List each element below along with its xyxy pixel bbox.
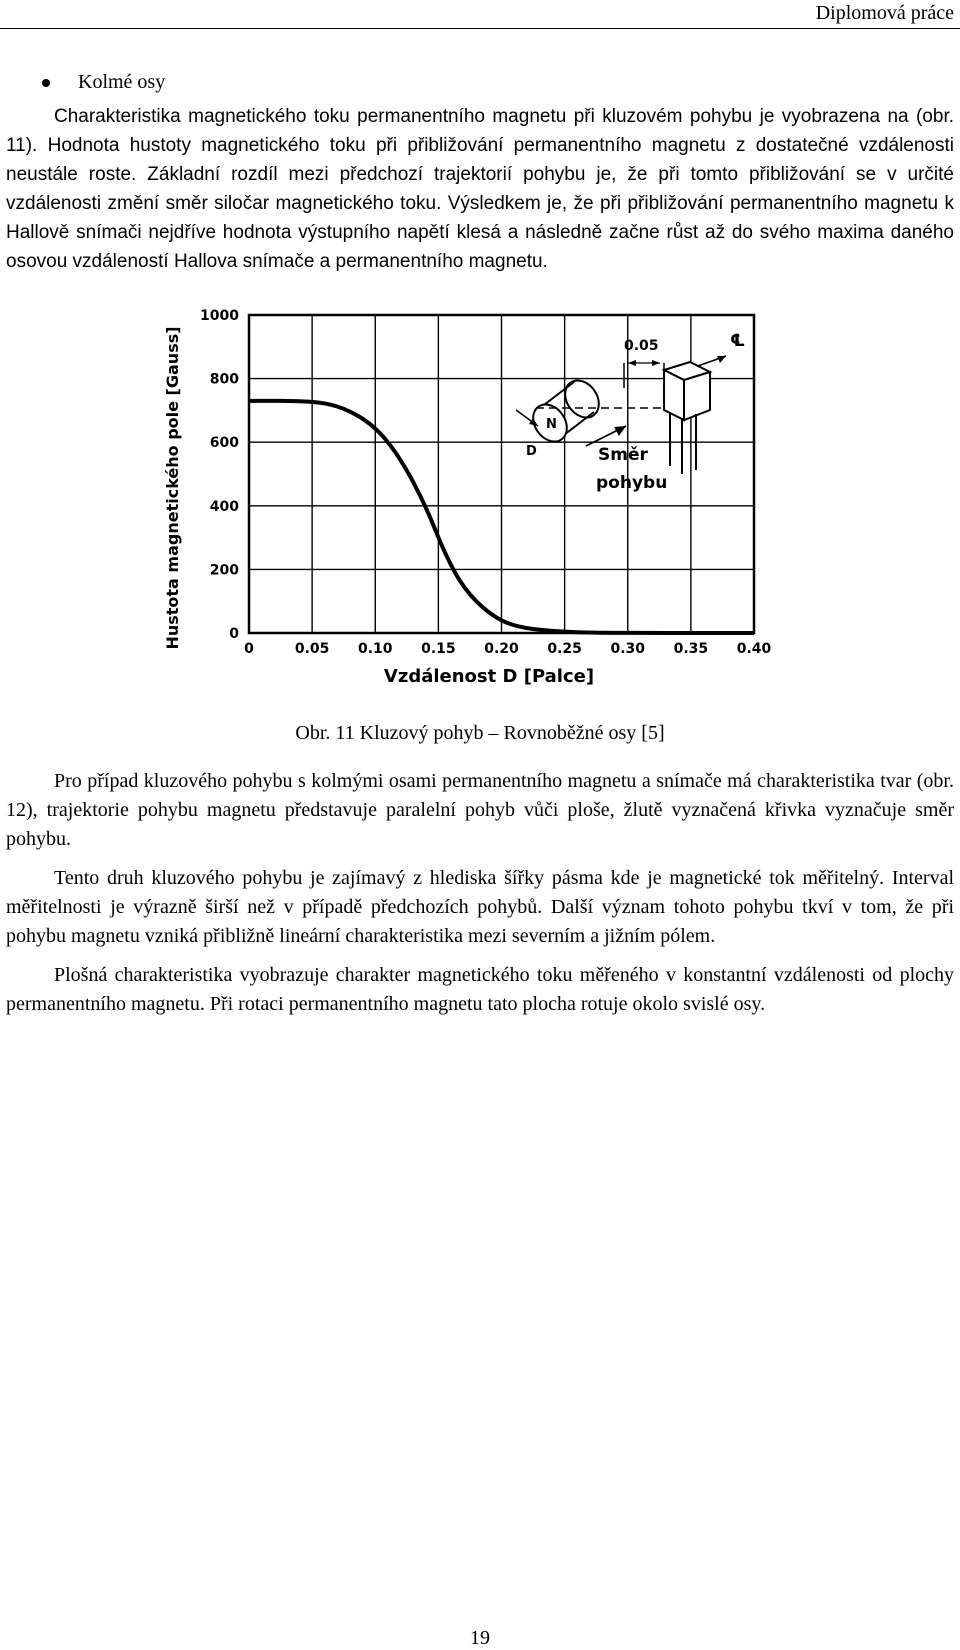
y-tick-label: 400 xyxy=(209,498,239,515)
distance-label: D xyxy=(526,444,537,459)
bullet-text: Kolmé osy xyxy=(78,71,166,93)
x-tick-label: 0.25 xyxy=(547,641,582,657)
page-content xyxy=(6,68,954,1019)
y-tick-label: 600 xyxy=(209,435,239,452)
x-tick-label: 0.30 xyxy=(610,641,646,657)
paragraph-2: Pro případ kluzového pohybu s kolmými osami permanentního magnetu a snímače má charakteristika tvar (obr. 12), trajektorie pohybu magnetu představuje paralelní pohyb vůči ploše, žlutě vyznačená křivka vyznačuje směr pohybu. xyxy=(6,770,954,850)
direction-label-line2: pohybu xyxy=(596,473,668,493)
magnet-icon xyxy=(526,374,606,448)
header-title: Diplomová práce xyxy=(815,2,954,24)
magnetic-flux-chart xyxy=(156,298,816,718)
y-tick-label: 1000 xyxy=(200,308,239,324)
bullet-item xyxy=(6,68,954,96)
x-tick-label: 0 xyxy=(244,641,254,657)
x-axis-title: Vzdálenost D [Palce] xyxy=(383,666,595,687)
hall-sensor-icon xyxy=(664,362,710,474)
direction-label-line1: Směr xyxy=(598,445,648,465)
x-tick-label: 0.05 xyxy=(294,641,330,657)
x-tick-label: 0.10 xyxy=(357,641,393,657)
x-tick-label: 0.20 xyxy=(484,641,519,657)
centerline-label: ℄ xyxy=(730,331,746,351)
paragraph-4: Plošná charakteristika vyobrazuje charakter magnetického toku měřeného v konstantní vzdálenosti od plochy permanentního magnetu. Při rotaci permanentního magnetu tato plocha rotuje okolo svislé osy. xyxy=(6,964,954,1015)
gap-label: 0.05 xyxy=(624,338,659,354)
figure-caption: Obr. 11 Kluzový pohyb – Rovnoběžné osy [5] xyxy=(295,722,665,744)
y-axis-title: Hustota magnetického pole [Gauss] xyxy=(163,326,182,650)
figure-11 xyxy=(156,298,816,718)
page-header xyxy=(0,0,960,29)
paragraph-3: Tento druh kluzového pohybu je zajímavý z hlediska šířky pásma kde je magnetické tok měřitelný. Interval měřitelnosti je výrazně širší než v případě předchozích pohybů. Další význam tohoto pohybu tkví v tom, že při pohybu magnetu vzniká přibližně lineární charakteristika mezi severním a jižním pólem. xyxy=(6,867,954,947)
y-tick-label: 0 xyxy=(229,626,239,642)
x-tick-label: 0.35 xyxy=(673,641,709,657)
y-tick-label: 800 xyxy=(209,371,239,388)
x-tick-label: 0.15 xyxy=(421,641,456,657)
pole-label: N xyxy=(546,417,557,432)
page-number: 19 xyxy=(470,1627,490,1649)
bullet-dot-icon xyxy=(42,79,50,87)
paragraph-1: Charakteristika magnetického toku permanentního magnetu při kluzovém pohybu je vyobrazena na (obr. 11). Hodnota hustoty magnetického toku při přibližování permanentního magnetu z dostatečné vzdálenosti neustále roste. Základní rozdíl mezi předchozí trajektorií pohybu je, že při tomto přibližování se v určité vzdálenosti změní směr siločar magnetického toku. Výsledkem je, že při přibližování permanentního magnetu k Hallově snímači nejdříve hodnota výstupního napětí klesá a následně začne růst až do svého maxima daného osovou vzdáleností Hallova snímače a permanentního magnetu. xyxy=(6,106,954,272)
y-tick-label: 200 xyxy=(209,562,239,579)
x-tick-label: 0.40 xyxy=(736,641,772,657)
